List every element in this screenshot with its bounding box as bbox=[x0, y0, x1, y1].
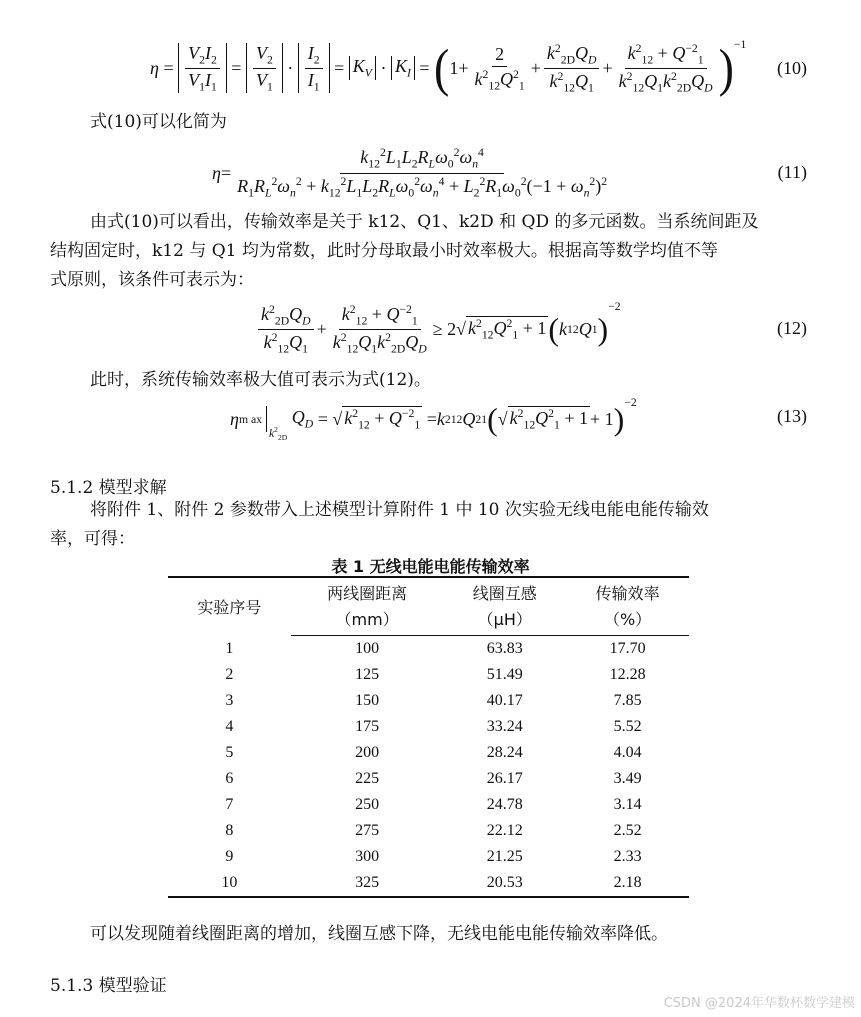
table-row bbox=[168, 636, 689, 663]
table-cell: 28.24 bbox=[486, 744, 523, 761]
table-header-cell: 实验序号 bbox=[168, 577, 291, 636]
table-cell: 2.18 bbox=[566, 870, 689, 897]
equation-11-number: (11) bbox=[777, 162, 807, 182]
table-cell: 24.78 bbox=[486, 796, 523, 813]
section-heading-5-1-3: 5.1.3 模型验证 bbox=[50, 976, 167, 996]
table-cell: 3.14 bbox=[613, 796, 642, 813]
table-cell: 8 bbox=[225, 822, 234, 839]
table-row bbox=[168, 688, 689, 714]
table-cell: 4 bbox=[225, 718, 234, 735]
table-row bbox=[168, 792, 689, 818]
equation-12: $\frac{k^2_{2D}Q_D}{k^2_{12}Q_1}$ + $\frac{k^2_{12} + Q^{-2}_1}{k^2_{12}Q_1k^2_{2D}Q_D}$ ≥ 2√ $k^2_{12}Q^2_1 + 1$ ( k 12 Q 1 ) −2 bbox=[255, 300, 621, 358]
paragraph-4-line-1: 将附件 1、附件 2 参数带入上述模型计算附件 1 中 10 次实验无线电能电能传输效 bbox=[90, 500, 709, 520]
table-row bbox=[168, 766, 689, 792]
paragraph-1: 式(10)可以化简为 bbox=[90, 112, 227, 132]
equation-10: η = $\frac{V_2I_2}{V_1I_1}$ = $\frac{V_2}{V_1}$ · $\frac{I_2}{I_1}$ = $K_V$ · $K_I$ = ( 1+ $\frac{2}{k^2_{12}Q^2_1}$ + $\frac{k^2_{2D}Q_D}{k^2_{12}Q_1}$ + $\frac{k^2_{12} + Q^{-2}_1}{k^2_{12}Q_1k^2_{2D}Q_D}$ ) $^{-1}$ bbox=[150, 38, 747, 97]
table-cell: 275 bbox=[355, 822, 380, 839]
table-header-unit: （%） bbox=[566, 607, 689, 636]
table-cell: 3.49 bbox=[613, 770, 642, 787]
table-cell: 33.24 bbox=[486, 718, 523, 735]
table-cell: 7 bbox=[225, 796, 234, 813]
paragraph-2-line-1: 由式(10)可以看出，传输效率是关于 k12、Q1、k2D 和 QD 的多元函数。当系统间距及 bbox=[90, 212, 759, 232]
table-cell: 9 bbox=[225, 848, 234, 865]
table-cell: 21.25 bbox=[486, 848, 523, 865]
paragraph-4-line-2: 率，可得： bbox=[50, 529, 135, 549]
table-cell: 7.85 bbox=[613, 692, 642, 709]
paragraph-2-line-2: 结构固定时，k12 与 Q1 均为常数，此时分母取最小时效率极大。根据高等数学均值不等 bbox=[50, 241, 718, 261]
section-heading-5-1-2: 5.1.2 模型求解 bbox=[50, 478, 167, 498]
table-cell: 63.83 bbox=[486, 640, 523, 657]
table-cell: 200 bbox=[355, 744, 380, 761]
table-header-cell: 线圈互感 bbox=[443, 577, 566, 607]
table-cell: 51.49 bbox=[486, 666, 523, 683]
paragraph-3: 此时，系统传输效率极大值可表示为式(12)。 bbox=[90, 370, 431, 390]
table-cell: 40.17 bbox=[486, 692, 523, 709]
table-cell: 325 bbox=[291, 870, 444, 897]
equation-13: η m ax $_{k^2_{2D}}$ $Q_D$ = √ $k^2_{12} + Q^{-2}_1$ = k 2 12 Q 2 1 ( √ $k^2_{12}Q^2_1 + 1$ + 1 ) $^{-2}$ bbox=[230, 396, 637, 442]
table-row bbox=[168, 714, 689, 740]
table-cell: 225 bbox=[355, 770, 380, 787]
table-row bbox=[168, 818, 689, 844]
table-caption: 表 1 无线电能电能传输效率 bbox=[331, 557, 530, 576]
table-cell: 3 bbox=[225, 692, 234, 709]
table-header-unit: （mm） bbox=[291, 607, 444, 636]
table-cell: 1 bbox=[225, 639, 234, 657]
table-cell: 100 bbox=[355, 640, 380, 657]
efficiency-table bbox=[168, 576, 689, 898]
table-header-row-1 bbox=[168, 577, 689, 607]
table-cell: 5 bbox=[225, 744, 234, 761]
paragraph-2-line-3: 式原则，该条件可表示为： bbox=[50, 270, 254, 290]
csdn-watermark: CSDN @2024年华数杯数学建模 bbox=[663, 996, 855, 1011]
table-cell: 12.28 bbox=[609, 666, 646, 683]
table-cell: 6 bbox=[225, 770, 234, 787]
table-row bbox=[168, 870, 689, 897]
table-header-unit: （μH） bbox=[443, 607, 566, 636]
table-cell: 20.53 bbox=[443, 870, 566, 897]
table-header-cell: 传输效率 bbox=[566, 577, 689, 607]
equation-13-number: (13) bbox=[777, 406, 807, 426]
table-cell: 2.52 bbox=[613, 822, 642, 839]
equation-12-number: (12) bbox=[777, 318, 807, 338]
table-cell: 300 bbox=[355, 848, 380, 865]
table-cell: 175 bbox=[355, 718, 380, 735]
table-cell: 2 bbox=[225, 666, 234, 683]
table-cell: 2.33 bbox=[613, 848, 642, 865]
table-row bbox=[168, 662, 689, 688]
table-cell: 125 bbox=[355, 666, 380, 683]
table-row bbox=[168, 844, 689, 870]
table-cell: 10 bbox=[168, 870, 291, 897]
table-cell: 5.52 bbox=[613, 718, 642, 735]
paragraph-5: 可以发现随着线圈距离的增加，线圈互感下降，无线电能电能传输效率降低。 bbox=[90, 924, 668, 944]
table-row bbox=[168, 740, 689, 766]
table-cell: 150 bbox=[355, 692, 380, 709]
equation-10-number: (10) bbox=[777, 58, 807, 78]
equation-11: η = $\frac{k_{12}^2L_1L_2R_L\omega_0^2\omega_n^4}{R_1R_L^2\omega_n^2 + k_{12}^2L_1L_2R_L\omega_0^2\omega_n^4 + L_2^2R_1\omega_0^2(-1 + \omega_n^2)^2}$ bbox=[212, 146, 608, 200]
table-cell: 17.70 bbox=[609, 640, 646, 657]
table-cell: 250 bbox=[355, 796, 380, 813]
table-cell: 4.04 bbox=[613, 744, 642, 761]
table-header-cell: 两线圈距离 bbox=[291, 577, 444, 607]
table-cell: 22.12 bbox=[486, 822, 523, 839]
table-cell: 26.17 bbox=[486, 770, 523, 787]
